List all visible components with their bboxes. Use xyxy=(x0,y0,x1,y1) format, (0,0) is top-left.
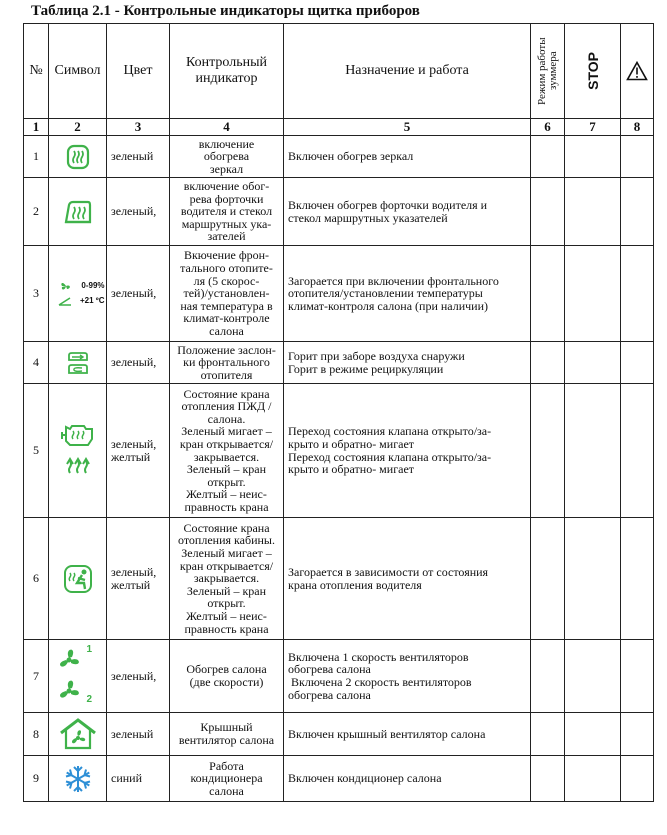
air-recirculation-icon xyxy=(63,349,93,377)
indicator-line: салона xyxy=(209,783,244,798)
fan-speed-1-label: 1 xyxy=(86,644,93,655)
indicator-line: кран открывается/ xyxy=(179,558,274,573)
indicator-line: отопителя xyxy=(200,367,253,382)
row-color: желтый xyxy=(111,449,151,464)
mirror-heat-icon xyxy=(64,143,92,171)
row-color: зеленый, xyxy=(107,178,170,246)
row-color: зеленый, xyxy=(107,246,170,342)
indicator-line: Зеленый мигает – xyxy=(181,424,272,439)
table-row xyxy=(24,178,654,246)
indicator-line: Желтый – неис- xyxy=(186,487,267,502)
table-row xyxy=(24,713,654,756)
window-heat-icon xyxy=(62,199,94,225)
purpose-line: крыто и обратно- мигает xyxy=(288,436,415,451)
indicator-line: включение обог- xyxy=(183,179,270,194)
indicator-line: открыт. xyxy=(207,474,246,489)
row-number: 7 xyxy=(24,640,49,713)
row-number: 8 xyxy=(24,713,49,756)
purpose-line: Горит при заборе воздуха снаружи xyxy=(288,348,465,363)
warning-triangle-icon xyxy=(626,61,648,81)
purpose-line: Загорается при включении фронтального xyxy=(288,273,499,288)
indicator-line: Зеленый – кран xyxy=(186,462,267,477)
purpose-line: Переход состояния клапана открыто/за- xyxy=(288,424,492,439)
header-num: № xyxy=(24,24,49,119)
indicator-line: Желтый – неис- xyxy=(186,608,267,623)
row-color: зеленый, xyxy=(111,564,157,579)
temperature-arrow-icon xyxy=(58,296,72,306)
row-color: зеленый, xyxy=(107,640,170,713)
indicator-line: Положение заслон- xyxy=(177,342,276,357)
row-color: синий xyxy=(107,756,170,802)
purpose-line: Включена 1 скорость вентиляторов xyxy=(288,649,469,664)
indicator-line: ки фронтального xyxy=(183,355,270,370)
front-heater-fan-icon xyxy=(59,280,73,292)
indicator-line: правность крана xyxy=(184,499,269,514)
purpose-line: крана отопления водителя xyxy=(288,577,422,592)
indicator-line: салона xyxy=(209,323,244,338)
indicator-line: климат-контроле xyxy=(183,311,270,326)
indicator-line: (две скорости) xyxy=(189,675,264,689)
indicator-line: включение xyxy=(198,136,255,151)
purpose-line: Загорается в зависимости от состояния xyxy=(288,564,489,579)
front-heater-icon xyxy=(51,280,105,307)
fan-speed-percent: 0-99% xyxy=(81,280,105,290)
indicator-line: тального отопите- xyxy=(180,261,273,276)
header-indicator: Контрольный индикатор xyxy=(170,24,284,119)
seat-heat-icon xyxy=(63,564,93,594)
purpose-line: климат-контроля салона (при наличии) xyxy=(288,298,489,313)
purpose-line: Включен крышный вентилятор салона xyxy=(288,726,486,741)
indicator-line: тей)/установлен- xyxy=(183,286,270,301)
indicator-line: вентилятор салона xyxy=(178,733,275,747)
indicator-line: рева форточки xyxy=(189,191,264,206)
indicator-line: водителя и стекол xyxy=(180,204,273,219)
col-num: 8 xyxy=(621,119,654,136)
fan-icon xyxy=(53,644,103,708)
engine-preheater-icon xyxy=(60,421,96,481)
row-color: зеленый, xyxy=(107,342,170,384)
col-num: 3 xyxy=(107,119,170,136)
indicator-line: зеркал xyxy=(209,161,244,176)
indicator-line: салона. xyxy=(207,411,246,426)
row-number: 2 xyxy=(24,178,49,246)
header-stop: STOP xyxy=(584,52,601,90)
indicator-line: обогрева xyxy=(203,149,250,164)
table-row xyxy=(24,384,654,518)
table-row xyxy=(24,640,654,713)
table-caption: Таблица 2.1 - Контрольные индикаторы щитка приборов xyxy=(31,3,420,19)
purpose-line: Включена 2 скорость вентиляторов xyxy=(288,675,472,689)
header-color: Цвет xyxy=(107,24,170,119)
indicator-line: закрывается. xyxy=(193,449,260,464)
header-row xyxy=(24,24,654,119)
set-temperature: +21 ºC xyxy=(80,295,105,305)
indicator-line: закрывается. xyxy=(193,571,260,586)
indicator-line: Работа xyxy=(209,758,244,773)
indicator-line: ля (5 скорос- xyxy=(193,273,260,288)
indicator-line: открыт. xyxy=(207,596,246,611)
indicator-line: Состояние крана xyxy=(183,386,270,401)
row-number: 6 xyxy=(24,518,49,640)
col-num: 1 xyxy=(24,119,49,136)
indicator-line: Вкючение фрон- xyxy=(183,248,270,263)
indicator-line: отопления ПЖД / xyxy=(181,399,272,414)
col-num: 7 xyxy=(565,119,621,136)
purpose-line: крыто и обратно- мигает xyxy=(288,462,415,477)
row-number: 5 xyxy=(24,384,49,518)
indicator-line: ная температура в xyxy=(180,298,273,313)
indicator-line: отопления кабины. xyxy=(177,533,275,548)
indicator-line: кондиционера xyxy=(190,771,263,786)
header-buzzer: Режим работы зуммера xyxy=(535,37,559,105)
purpose-line: Включен кондиционер салона xyxy=(288,771,442,786)
purpose-line: обогрева салона xyxy=(288,662,371,677)
roof-fan-icon xyxy=(59,718,97,750)
row-number: 1 xyxy=(24,136,49,178)
row-color: зеленый xyxy=(107,713,170,756)
snowflake-icon xyxy=(63,764,93,794)
fan-speed-1-icon xyxy=(55,646,83,674)
table-row xyxy=(24,246,654,342)
purpose-line: отопителя/установлении температуры xyxy=(288,286,483,301)
row-color: зеленый xyxy=(107,136,170,178)
table-row xyxy=(24,136,654,178)
col-num: 2 xyxy=(49,119,107,136)
row-number: 4 xyxy=(24,342,49,384)
row-number: 3 xyxy=(24,246,49,342)
indicators-table xyxy=(23,23,654,802)
row-color: желтый xyxy=(111,577,151,592)
indicator-line: кран открывается/ xyxy=(179,436,274,451)
indicator-line: Состояние крана xyxy=(183,520,270,535)
purpose-line: обогрева салона xyxy=(288,687,371,702)
indicator-line: Крышный xyxy=(200,720,253,735)
purpose-line: Горит в режиме рециркуляции xyxy=(288,361,444,376)
column-numbers-row xyxy=(24,119,654,136)
indicator-line: зателей xyxy=(207,229,246,244)
indicator-line: Зеленый – кран xyxy=(186,583,267,598)
indicator-line: правность крана xyxy=(184,621,269,636)
indicator-line: маршрутных ука- xyxy=(181,216,272,231)
fan-speed-2-icon xyxy=(55,677,83,705)
purpose-line: Включен обогрев зеркал xyxy=(288,149,414,164)
purpose-line: стекол маршрутных указателей xyxy=(288,210,448,225)
fan-speed-2-label: 2 xyxy=(86,694,93,705)
indicator-line: Зеленый мигает – xyxy=(181,546,272,561)
col-num: 6 xyxy=(531,119,565,136)
table-row xyxy=(24,756,654,802)
col-num: 5 xyxy=(284,119,531,136)
row-number: 9 xyxy=(24,756,49,802)
purpose-line: Переход состояния клапана открыто/за- xyxy=(288,449,492,464)
purpose-line: Включен обогрев форточки водителя и xyxy=(288,197,488,212)
table-row xyxy=(24,518,654,640)
col-num: 4 xyxy=(170,119,284,136)
indicator-line: Обогрев салона xyxy=(186,662,267,677)
row-color: зеленый, xyxy=(111,436,157,451)
header-symbol: Символ xyxy=(49,24,107,119)
header-purpose: Назначение и работа xyxy=(284,24,531,119)
table-row xyxy=(24,342,654,384)
